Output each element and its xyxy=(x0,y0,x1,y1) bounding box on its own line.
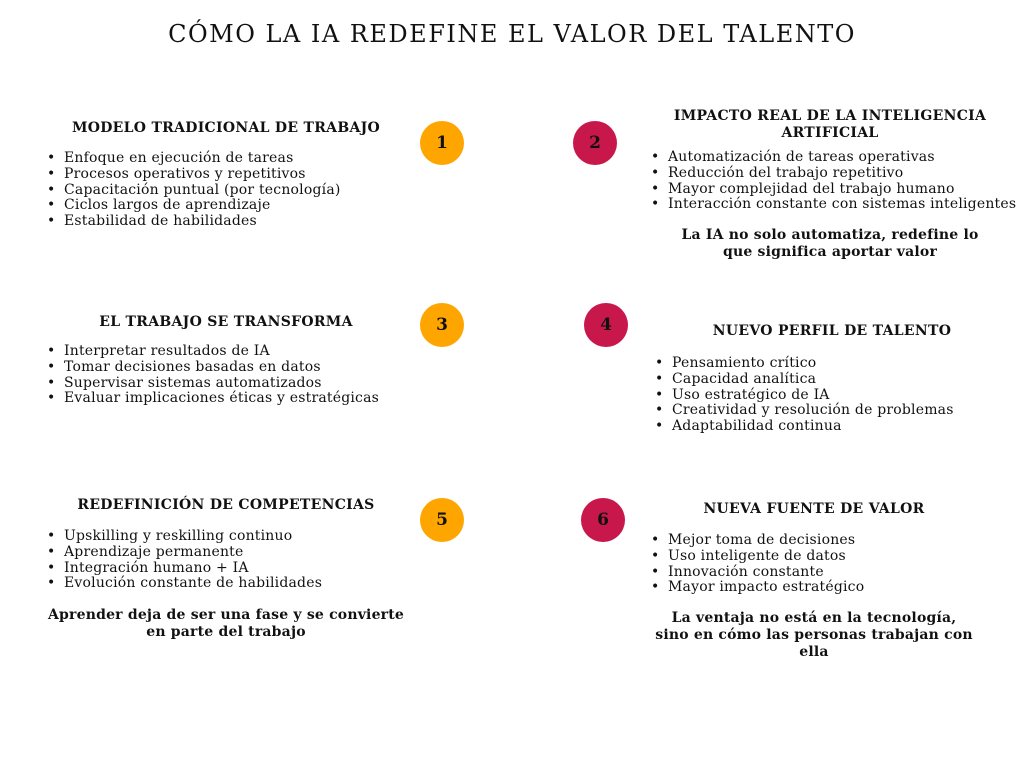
section-competency-redefinition xyxy=(40,497,412,641)
bullet-list xyxy=(648,356,1016,435)
section-heading: MODELO TRADICIONAL DE TRABAJO xyxy=(71,120,381,136)
list-item: • Capacidad analítica xyxy=(672,372,1016,388)
page-title: CÓMO LA IA REDEFINE EL VALOR DEL TALENTO xyxy=(168,20,856,48)
bullet-list xyxy=(644,533,984,596)
list-item: • Adaptabilidad continua xyxy=(672,419,1016,435)
list-item: • Interpretar resultados de IA xyxy=(64,344,412,360)
section-note: Aprender deja de ser una fase y se convierte en parte del trabajo xyxy=(47,607,405,641)
list-item: • Pensamiento crítico xyxy=(672,356,1016,372)
section-work-transforms xyxy=(40,314,412,407)
section-traditional-model xyxy=(40,120,412,230)
section-note: La ventaja no está en la tecnología, sino en cómo las personas trabajan con ella xyxy=(655,610,973,661)
list-item: • Automatización de tareas operativas xyxy=(668,150,1016,166)
step-badge-4: 4 xyxy=(584,303,628,347)
list-item: • Creatividad y resolución de problemas xyxy=(672,403,1016,419)
bullet-list xyxy=(40,151,412,230)
step-badge-6: 6 xyxy=(581,498,625,542)
section-heading: IMPACTO REAL DE LA INTELIGENCIA ARTIFICIAL xyxy=(673,108,987,141)
section-heading: EL TRABAJO SE TRANSFORMA xyxy=(99,314,353,330)
list-item: • Tomar decisiones basadas en datos xyxy=(64,360,412,376)
section-note: La IA no solo automatiza, redefine lo que significa aportar valor xyxy=(681,227,979,261)
list-item: • Uso estratégico de IA xyxy=(672,388,1016,404)
list-item: • Reducción del trabajo repetitivo xyxy=(668,166,1016,182)
list-item: • Supervisar sistemas automatizados xyxy=(64,376,412,392)
bullet-list xyxy=(40,344,412,407)
list-item: • Capacitación puntual (por tecnología) xyxy=(64,183,412,199)
section-heading: REDEFINICIÓN DE COMPETENCIAS xyxy=(77,497,375,513)
list-item: • Innovación constante xyxy=(668,565,984,581)
bullet-list xyxy=(644,150,1016,213)
bullet-list xyxy=(40,529,412,592)
section-heading: NUEVO PERFIL DE TALENTO xyxy=(712,323,952,339)
section-new-talent-profile xyxy=(648,323,1016,435)
step-badge-2: 2 xyxy=(573,121,617,165)
list-item: • Mayor impacto estratégico xyxy=(668,580,984,596)
list-item: • Ciclos largos de aprendizaje xyxy=(64,198,412,214)
list-item: • Procesos operativos y repetitivos xyxy=(64,167,412,183)
list-item: • Estabilidad de habilidades xyxy=(64,214,412,230)
list-item: • Integración humano + IA xyxy=(64,561,412,577)
step-badge-5: 5 xyxy=(420,498,464,542)
list-item: • Evaluar implicaciones éticas y estratégicas xyxy=(64,391,412,407)
list-item: • Aprendizaje permanente xyxy=(64,545,412,561)
section-ai-impact xyxy=(644,108,1016,261)
list-item: • Mejor toma de decisiones xyxy=(668,533,984,549)
list-item: • Interacción constante con sistemas inteligentes xyxy=(668,197,1016,213)
step-badge-3: 3 xyxy=(420,303,464,347)
step-badge-1: 1 xyxy=(420,121,464,165)
list-item: • Upskilling y reskilling continuo xyxy=(64,529,412,545)
list-item: • Mayor complejidad del trabajo humano xyxy=(668,182,1016,198)
list-item: • Uso inteligente de datos xyxy=(668,549,984,565)
list-item: • Enfoque en ejecución de tareas xyxy=(64,151,412,167)
section-heading: NUEVA FUENTE DE VALOR xyxy=(703,501,925,517)
section-new-value-source xyxy=(644,501,984,661)
list-item: • Evolución constante de habilidades xyxy=(64,576,412,592)
